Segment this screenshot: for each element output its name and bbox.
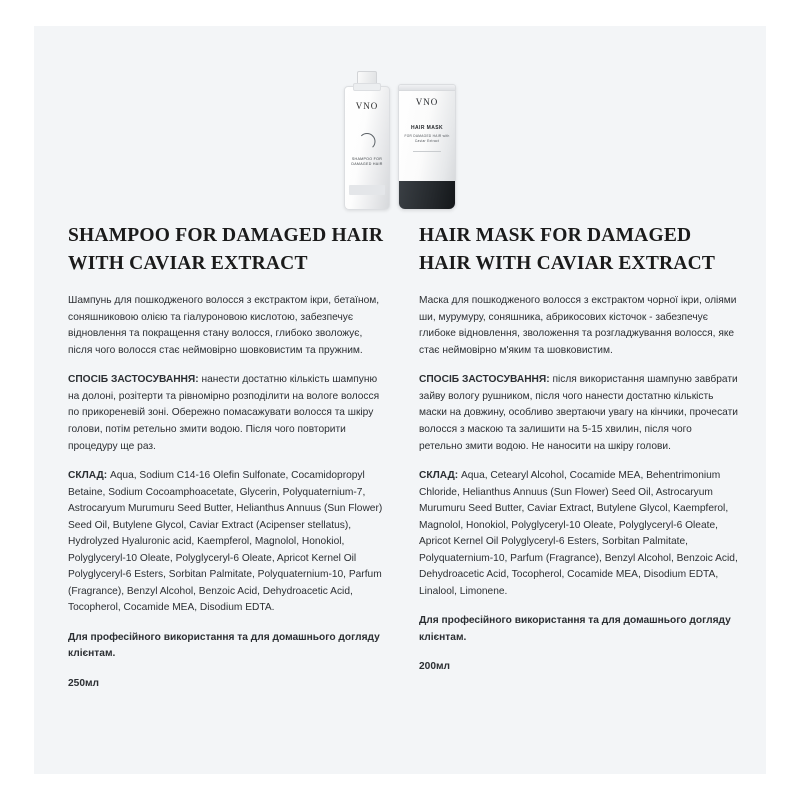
- shampoo-footer: Для професійного використання та для домашнього догляду клієнтам.: [68, 631, 380, 660]
- hair-mask-usage-text: після використання шампуню завбрати зайву вологу рушником, після чого нанести достатню кількість маски на довжину, особливо звертаючи увагу на кінчики, прочесати волосся з маскою та залишити на 5-15 хвилин, після чого ретельно змити водою. Не наносити на шкіру голови.: [419, 374, 738, 452]
- shampoo-usage-text: нанести достатню кількість шампуню на долоні, розітерти та рівномірно розподілити на вологе волосся по прикореневій зоні. Обережно помасажувати волосся та шкіру голови, потім ретельно змити водою. Після чого повторити процедуру ще раз.: [68, 374, 380, 452]
- shampoo-volume: 250мл: [68, 677, 100, 689]
- product-photo-group: [0, 60, 800, 210]
- hair-mask-title: HAIR MASK FOR DAMAGED HAIR WITH CAVIAR EXTRACT: [419, 225, 716, 274]
- shampoo-ingredients-text: Aqua, Sodium C14-16 Olefin Sulfonate, Cocamidopropyl Betaine, Sodium Cocoamphoacetate, Glycerin, Polyquaternium-7, Astrocaryum Murumuru Seed Butter, Helianthus Annuus (Sun Flower) Seed Oil, Butylene Glycol, Caviar Extract (Acipenser stellatus), Hydrolyzed Hyaluronic acid, Kaempferol, Magnolol, Honokiol, Polyglyceryl-10 Oleate, Polyglyceryl-6 Oleate, Apricot Kernel Oil Polyglyceryl-6 Esters, Sorbitan Palmitate, Polyquaternium-10, Parfum (Fragrance), Benzyl Alcohol, Benzoic Acid, Dehydroacetic Acid, Tocopherol, Cocamide MEA, Disodium EDTA.: [68, 470, 383, 614]
- hair-mask-usage-label: СПОСІБ ЗАСТОСУВАННЯ:: [419, 374, 550, 386]
- bottle-bottom-stripe: [349, 185, 385, 195]
- bottle-brand-label: VNO: [355, 101, 379, 111]
- shampoo-bottle-image: [344, 86, 390, 210]
- shampoo-column: [68, 222, 387, 692]
- shampoo-usage: [68, 372, 387, 455]
- tube-divider: [413, 151, 441, 152]
- shampoo-title: SHAMPOO FOR DAMAGED HAIR WITH CAVIAR EXTRACT: [68, 225, 384, 274]
- tube-cap: [399, 181, 455, 209]
- shampoo-ingredients: [68, 468, 387, 617]
- shampoo-description: Шампунь для пошкодженого волосся з екстрактом ікри, бетаїном, соняшниковою олією та гіалуроновою кислотою, забезпечує відновлення та покращення стану волосся, глибоко зволожує, після чого волосся стає неймовірно шовковистим та пружним.: [68, 295, 380, 356]
- shampoo-usage-label: СПОСІБ ЗАСТОСУВАННЯ:: [68, 374, 199, 386]
- tube-title-label: HAIR MASK: [411, 125, 443, 131]
- hair-mask-footer: Для професійного використання та для домашнього догляду клієнтам.: [419, 615, 731, 643]
- tube-brand-label: VNO: [415, 97, 439, 107]
- hair-mask-tube-image: [398, 84, 456, 210]
- hair-mask-ingredients-text: Aqua, Cetearyl Alcohol, Cocamide MEA, Behentrimonium Chloride, Helianthus Annuus (Sun Flower) Seed Oil, Astrocaryum Murumuru Seed Butter, Caviar Extract, Butylene Glycol, Kaempferol, Magnolol, Honokiol, Polyglyceryl-10 Oleate, Polyglyceryl-6 Oleate, Apricot Kernel Oil Polyglyceryl-6 Esters, Sorbitan Palmitate, Polyquaternium-10, Parfum (Fragrance), Benzyl Alcohol, Benzoic Acid, Dehydroacetic Acid, Tocopherol, Cocamide MEA, Disodium EDTA, Linalool, Limonene.: [419, 470, 738, 597]
- description-columns: [68, 222, 738, 692]
- hair-mask-description: Маска для пошкодженого волосся з екстрактом чорної ікри, оліями ши, мурумуру, соняшника, абрикосових кісточок - забезпечує глибоке відновлення, зволоження та розгладжування волосся, яке стає неймовірно м'яким та шовковистим.: [419, 295, 737, 356]
- hair-mask-column: [419, 222, 738, 692]
- hair-mask-usage: [419, 372, 738, 455]
- bottle-neck: [353, 83, 381, 91]
- shampoo-ingredients-label: СКЛАД:: [68, 470, 108, 482]
- swirl-icon: [359, 133, 376, 150]
- page-top-margin: [0, 0, 800, 26]
- tube-subtitle-label: FOR DAMAGED HAIR with Caviar Extract: [404, 134, 450, 144]
- hair-mask-ingredients-label: СКЛАД:: [419, 470, 459, 482]
- hair-mask-ingredients: [419, 468, 738, 600]
- hair-mask-volume: 200мл: [419, 661, 451, 673]
- page-bottom-margin: [0, 774, 800, 800]
- bottle-product-label: SHAMPOO FOR DAMAGED HAIR: [351, 157, 383, 167]
- tube-seam: [399, 85, 455, 91]
